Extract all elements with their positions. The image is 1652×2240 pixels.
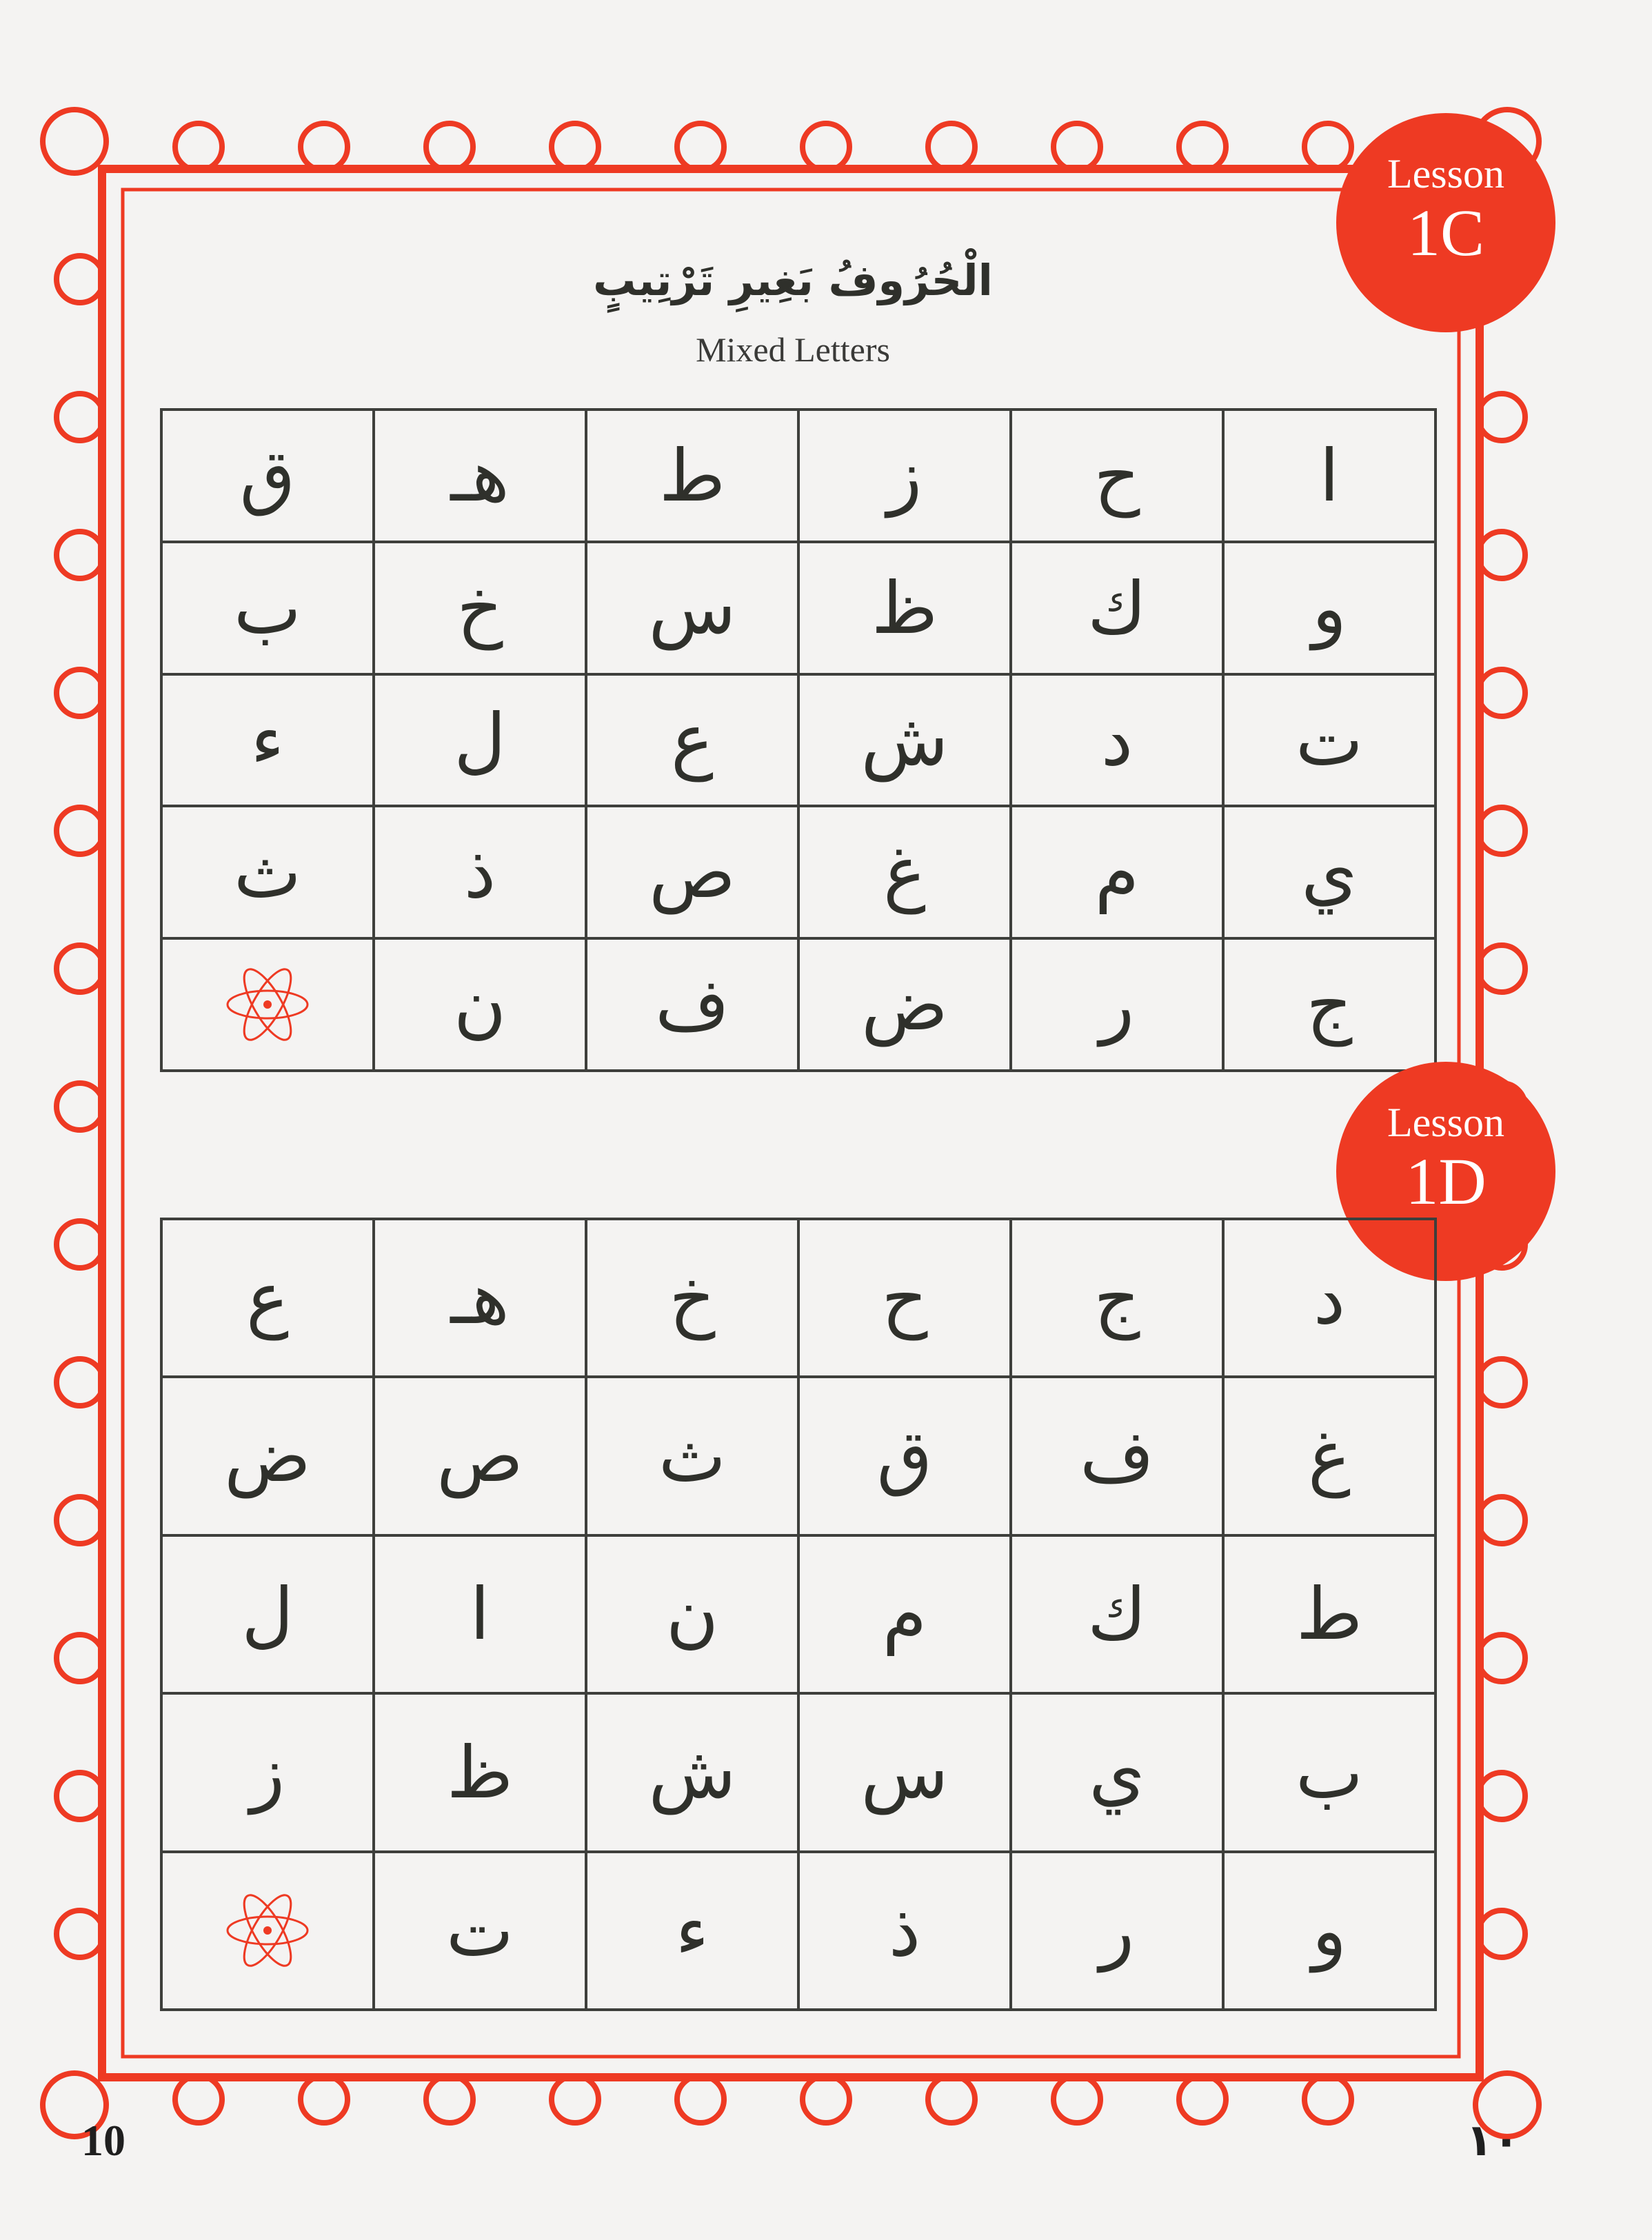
frame-scallop — [1478, 532, 1525, 578]
frame-scallop — [57, 1635, 103, 1682]
frame-scallop — [1478, 1359, 1525, 1406]
frame-scallop — [1305, 2076, 1351, 2123]
letter-cell: ق — [798, 1377, 1011, 1535]
frame-scallop — [677, 123, 724, 170]
letter-cell: ج — [1223, 938, 1436, 1071]
letter-cell: ظ — [798, 542, 1011, 674]
letter-cell: هـ — [374, 1219, 586, 1377]
frame-scallop — [1478, 1773, 1525, 1819]
grid-row — [161, 1535, 1436, 1693]
frame-corner-ornament — [43, 110, 106, 173]
lesson-badge-code: 1D — [1405, 1144, 1487, 1218]
letter-cell: ض — [161, 1377, 374, 1535]
letter-cell: ص — [586, 806, 798, 938]
letter-cell: غ — [1223, 1377, 1436, 1535]
letter-cell: ث — [586, 1377, 798, 1535]
letter-cell: ء — [586, 1852, 798, 2010]
letter-cell: ح — [1011, 410, 1223, 542]
letter-cell: ح — [798, 1219, 1011, 1377]
frame-scallop — [677, 2076, 724, 2123]
atom-icon — [163, 1886, 372, 1975]
letter-cell: ش — [586, 1693, 798, 1851]
frame-scallop — [1478, 807, 1525, 854]
letter-cell: ن — [374, 938, 586, 1071]
letter-cell: ث — [161, 806, 374, 938]
letter-cell: د — [1011, 674, 1223, 807]
frame-scallop — [57, 945, 103, 992]
letter-cell: ز — [798, 410, 1011, 542]
frame-scallop — [1179, 123, 1226, 170]
letter-cell: ش — [798, 674, 1011, 807]
frame-scallop — [57, 532, 103, 578]
letter-cell: ف — [1011, 1377, 1223, 1535]
frame-scallop — [57, 1497, 103, 1544]
letter-cell: ض — [798, 938, 1011, 1071]
letter-cell: س — [798, 1693, 1011, 1851]
letter-grid-1d — [160, 1218, 1437, 2011]
frame-scallop — [552, 123, 598, 170]
frame-scallop — [1478, 1497, 1525, 1544]
letter-cell: ع — [586, 674, 798, 807]
frame-scallop — [928, 2076, 975, 2123]
letter-cell: ك — [1011, 1535, 1223, 1693]
letter-cell: و — [1223, 542, 1436, 674]
letter-cell: ذ — [374, 806, 586, 938]
section-title-english: Mixed Letters — [696, 330, 890, 369]
grid-row — [161, 938, 1436, 1071]
letter-cell: ل — [374, 674, 586, 807]
letter-cell: ت — [374, 1852, 586, 2010]
frame-scallop — [1478, 394, 1525, 441]
lesson-1c-badge — [1336, 113, 1555, 332]
frame-scallop — [1054, 123, 1100, 170]
frame-scallop — [1478, 1910, 1525, 1957]
letter-cell: ي — [1223, 806, 1436, 938]
letter-cell: م — [798, 1535, 1011, 1693]
letter-cell: ب — [1223, 1693, 1436, 1851]
letter-cell: ق — [161, 410, 374, 542]
frame-scallop — [426, 123, 473, 170]
letter-cell: ر — [1011, 938, 1223, 1071]
atom-icon-cell — [161, 1852, 374, 2010]
letter-cell: ك — [1011, 542, 1223, 674]
letter-cell: ص — [374, 1377, 586, 1535]
lesson-badge-code: 1C — [1407, 196, 1485, 270]
letter-cell: ع — [161, 1219, 374, 1377]
frame-scallop — [175, 123, 222, 170]
letter-cell: ل — [161, 1535, 374, 1693]
grid-row — [161, 1693, 1436, 1851]
lesson-badge-word: Lesson — [1387, 151, 1504, 196]
frame-scallop — [928, 123, 975, 170]
letter-cell: ت — [1223, 674, 1436, 807]
frame-scallop — [57, 1083, 103, 1130]
letter-cell: ف — [586, 938, 798, 1071]
grid-row — [161, 410, 1436, 542]
frame-scallop — [57, 807, 103, 854]
grid-row — [161, 674, 1436, 807]
letter-grid-1c — [160, 408, 1437, 1072]
frame-scallop — [57, 394, 103, 441]
letter-cell: س — [586, 542, 798, 674]
grid-row — [161, 542, 1436, 674]
frame-scallop — [1478, 1635, 1525, 1682]
letter-cell: ب — [161, 542, 374, 674]
lesson-badge-word: Lesson — [1387, 1100, 1504, 1145]
letter-cell: ن — [586, 1535, 798, 1693]
page-number-english: 10 — [81, 2116, 125, 2165]
letter-cell: ط — [586, 410, 798, 542]
frame-scallop — [803, 2076, 849, 2123]
grid-row — [161, 1219, 1436, 1377]
letter-cell: ج — [1011, 1219, 1223, 1377]
frame-scallop — [426, 2076, 473, 2123]
frame-scallop — [57, 669, 103, 716]
letter-cell: ي — [1011, 1693, 1223, 1851]
frame-scallop — [803, 123, 849, 170]
letter-cell: د — [1223, 1219, 1436, 1377]
letter-cell: ا — [1223, 410, 1436, 542]
letter-cell: ر — [1011, 1852, 1223, 2010]
frame-scallop — [175, 2076, 222, 2123]
letter-cell: ذ — [798, 1852, 1011, 2010]
letter-cell: و — [1223, 1852, 1436, 2010]
frame-scallop — [57, 256, 103, 303]
letter-cell: ط — [1223, 1535, 1436, 1693]
letter-cell: خ — [374, 542, 586, 674]
frame-scallop — [1478, 945, 1525, 992]
frame-scallop — [301, 2076, 347, 2123]
frame-scallop — [57, 1773, 103, 1819]
letter-cell: هـ — [374, 410, 586, 542]
letter-cell: غ — [798, 806, 1011, 938]
grid-row — [161, 1852, 1436, 2010]
frame-scallop — [57, 1359, 103, 1406]
letter-cell: م — [1011, 806, 1223, 938]
frame-scallop — [57, 1221, 103, 1268]
letter-cell: خ — [586, 1219, 798, 1377]
page-number-arabic: ١٠ — [1466, 2115, 1520, 2166]
atom-icon-cell — [161, 938, 374, 1071]
letter-cell: ظ — [374, 1693, 586, 1851]
frame-scallop — [301, 123, 347, 170]
grid-row — [161, 806, 1436, 938]
letter-cell: ا — [374, 1535, 586, 1693]
frame-scallop — [1179, 2076, 1226, 2123]
frame-scallop — [1478, 669, 1525, 716]
letter-cell: ء — [161, 674, 374, 807]
section-title-arabic: الْحُرُوفُ بَغِيرِ تَرْتِيبٍ — [593, 255, 993, 305]
grid-row — [161, 1377, 1436, 1535]
atom-icon — [163, 960, 372, 1049]
frame-scallop — [1054, 2076, 1100, 2123]
letter-cell: ز — [161, 1693, 374, 1851]
frame-scallop — [552, 2076, 598, 2123]
frame-scallop — [57, 1910, 103, 1957]
